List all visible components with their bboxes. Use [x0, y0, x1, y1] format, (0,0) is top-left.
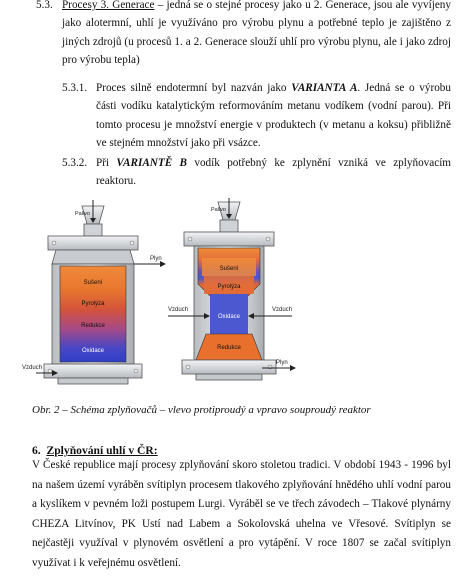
- section-number-5-3: 5.3.: [36, 0, 53, 11]
- left-zone-reduction: Redukce: [81, 323, 105, 329]
- left-reactor-countercurrent: [22, 200, 166, 384]
- section-6-paragraph: V České republice mají procesy zplyňování skoro stoletou tradici. V období 1943 - 1996 byl na našem území vyráběn svítiplyn procesem tlakového zplyňování hnědého uhlí vodní parou a kyslíkem v pevném loži postupem Lurgi. Vyráběl se ve třech závodech – Tlakové plynárny CHEZA Litvínov, PK Ustí nad Labem a Sokolovská uhelna ve Vřesové. Svítiplyn se nejčastěji využíval v plynovém osvětlení a pro vytápění. V roce 1807 se začal svítiplyn využívat i k veřejnému osvětlení.: [32, 459, 451, 569]
- left-zone-drying: Sušení: [83, 280, 103, 286]
- section-number-5-3-1: 5.3.1.: [62, 82, 88, 94]
- section-5-3-2-text-b: vodík potřebný ke zplynění vzniká ve zplyňovacím reaktoru.: [96, 157, 452, 188]
- section-5-3-title: Procesy 3. Generace: [62, 0, 155, 11]
- figure-caption: Obr. 2 – Schéma zplyňovačů – vlevo protiproudý a vpravo souproudý reaktor: [32, 404, 371, 416]
- right-reactor-cocurrent: [168, 198, 296, 380]
- section-5-3-1-paragraph: [96, 79, 451, 153]
- left-gas-label: Plyn: [150, 256, 162, 262]
- section-5-3-2-paragraph: [96, 154, 451, 191]
- right-air-right-label: Vzduch: [272, 307, 293, 313]
- right-fuel-label: Palivo: [211, 207, 226, 213]
- left-fuel-label: Palivo: [75, 211, 90, 217]
- left-zone-oxidation: Oxidace: [81, 348, 105, 354]
- section-5-3-paragraph: [62, 0, 451, 70]
- variante-b-label: VARIANTĚ B: [116, 157, 187, 169]
- right-zone-pyrolysis: Pyrolýza: [217, 284, 241, 290]
- right-zone-drying: Sušení: [219, 266, 239, 272]
- right-gas-label: Plyn: [276, 360, 288, 366]
- gasifier-figure: [0, 196, 472, 401]
- section-5-3-text: – jedná se o stejné procesy jako u 2. Generace, jsou ale vyvíjeny jako alotermní, uhlí je využíváno pro výrobu plynu a potřebné teplo je zajištěno z jiných zdrojů (u procesů 1. a 2. Generace slouží uhlí pro výrobu plynu, ale i jako zdroj pro výrobu tepla): [62, 0, 451, 67]
- section-5-3-1-text-b: . Jedná se o výrobu části vodíku katalytickým reformováním metanu vodíkem (vodní parou). Při tomto procesu je množství energie v produktech (v metanu a koksu) přibližně ve stejném množství jako při vsázce.: [96, 82, 451, 150]
- left-zone-pyrolysis: Pyrolýza: [81, 301, 105, 307]
- section-6-number: 6.: [32, 444, 41, 457]
- section-number-5-3-2: 5.3.2.: [62, 157, 88, 169]
- right-zone-oxidation: Oxidace: [217, 314, 241, 320]
- right-zone-reduction: Redukce: [217, 345, 241, 351]
- section-5-3-1-text-a: Proces silně endotermní byl nazván jako: [96, 82, 292, 94]
- right-air-left-label: Vzduch: [168, 307, 189, 313]
- section-6-title: Zplyňování uhlí v ČR:: [46, 444, 158, 457]
- section-5-3-2-text-a: Při: [96, 157, 117, 169]
- left-air-label: Vzduch: [22, 365, 43, 371]
- varianta-a-label: VARIANTA A: [291, 82, 358, 94]
